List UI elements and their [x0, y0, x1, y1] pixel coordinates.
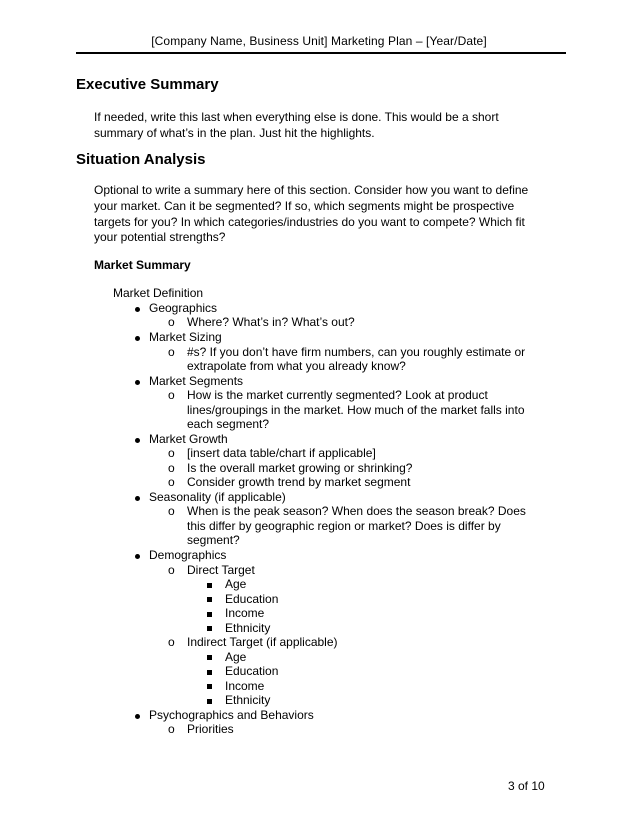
list-item-seasonality-detail-2: this differ by geographic region or market? Does is differ by	[187, 519, 501, 533]
list-item-direct-income: Income	[225, 606, 265, 620]
square-bullet-icon	[207, 684, 212, 689]
list-item-market-growth-detail-1: [insert data table/chart if applicable]	[187, 446, 376, 460]
list-item-demographics: Demographics	[149, 548, 227, 562]
list-item-direct-age: Age	[225, 577, 247, 591]
ring-bullet-icon: o	[168, 446, 175, 460]
market-summary-heading: Market Summary	[94, 258, 191, 272]
list-item-direct-ethnicity: Ethnicity	[225, 621, 271, 635]
executive-summary-heading: Executive Summary	[76, 76, 219, 93]
square-bullet-icon	[207, 655, 212, 660]
square-bullet-icon	[207, 597, 212, 602]
list-item-market-sizing: Market Sizing	[149, 330, 222, 344]
list-item-market-segments-detail-1: How is the market currently segmented? Look at product	[187, 388, 488, 402]
list-item-market-sizing-detail-1: #s? If you don’t have firm numbers, can you roughly estimate or	[187, 345, 526, 359]
ring-bullet-icon: o	[168, 563, 175, 577]
ring-bullet-icon: o	[168, 722, 175, 736]
list-item-market-segments-detail-2: lines/groupings in the market. How much of the market falls into	[187, 403, 525, 417]
list-item-geographics: Geographics	[149, 301, 218, 315]
square-bullet-icon	[207, 612, 212, 617]
square-bullet-icon	[207, 670, 212, 675]
bullet-icon	[135, 380, 140, 385]
bullet-icon	[135, 307, 140, 312]
list-item-market-sizing-detail-2: extrapolate from what you already know?	[187, 359, 406, 373]
bullet-icon	[135, 714, 140, 719]
ring-bullet-icon: o	[168, 345, 175, 359]
list-item-market-growth-detail-3: Consider growth trend by market segment	[187, 475, 411, 489]
executive-summary-line-2: summary of what’s in the plan. Just hit the highlights.	[94, 126, 375, 140]
ring-bullet-icon: o	[168, 315, 175, 329]
bullet-icon	[135, 438, 140, 443]
ring-bullet-icon: o	[168, 504, 175, 518]
list-item-psychographics: Psychographics and Behaviors	[149, 708, 314, 722]
list-item-seasonality: Seasonality (if applicable)	[149, 490, 286, 504]
list-item-geographics-detail: Where? What’s in? What’s out?	[187, 315, 355, 329]
executive-summary-line-1: If needed, write this last when everything else is done. This would be a short	[94, 110, 499, 124]
list-item-market-segments: Market Segments	[149, 374, 244, 388]
list-item-indirect-age: Age	[225, 650, 247, 664]
square-bullet-icon	[207, 699, 212, 704]
list-item-seasonality-detail-3: segment?	[187, 533, 240, 547]
ring-bullet-icon: o	[168, 635, 175, 649]
list-item-market-growth: Market Growth	[149, 432, 228, 446]
ring-bullet-icon: o	[168, 388, 175, 402]
list-item-market-segments-detail-3: each segment?	[187, 417, 270, 431]
ring-bullet-icon: o	[168, 475, 175, 489]
situation-analysis-heading: Situation Analysis	[76, 151, 206, 168]
page-number: 3 of 10	[508, 779, 545, 793]
list-item-indirect-ethnicity: Ethnicity	[225, 693, 271, 707]
square-bullet-icon	[207, 626, 212, 631]
market-definition-label: Market Definition	[113, 286, 204, 300]
situation-analysis-line-4: your potential strengths?	[94, 230, 226, 244]
list-item-direct-target: Direct Target	[187, 563, 255, 577]
list-item-indirect-target: Indirect Target (if applicable)	[187, 635, 338, 649]
ring-bullet-icon: o	[168, 461, 175, 475]
list-item-indirect-income: Income	[225, 679, 265, 693]
list-item-priorities: Priorities	[187, 722, 234, 736]
bullet-icon	[135, 336, 140, 341]
list-item-direct-education: Education	[225, 592, 279, 606]
list-item-indirect-education: Education	[225, 664, 279, 678]
list-item-market-growth-detail-2: Is the overall market growing or shrinking?	[187, 461, 413, 475]
situation-analysis-line-2: your market. Can it be segmented? If so, which segments might be prospective	[94, 199, 515, 213]
bullet-icon	[135, 554, 140, 559]
situation-analysis-line-3: targets for you? In which categories/industries do you want to compete? Which fit	[94, 215, 525, 229]
running-header: [Company Name, Business Unit] Marketing Plan – [Year/Date]	[151, 34, 487, 48]
bullet-icon	[135, 496, 140, 501]
header-rule	[76, 52, 566, 54]
list-item-seasonality-detail-1: When is the peak season? When does the season break? Does	[187, 504, 526, 518]
square-bullet-icon	[207, 583, 212, 588]
situation-analysis-line-1: Optional to write a summary here of this section. Consider how you want to define	[94, 183, 529, 197]
